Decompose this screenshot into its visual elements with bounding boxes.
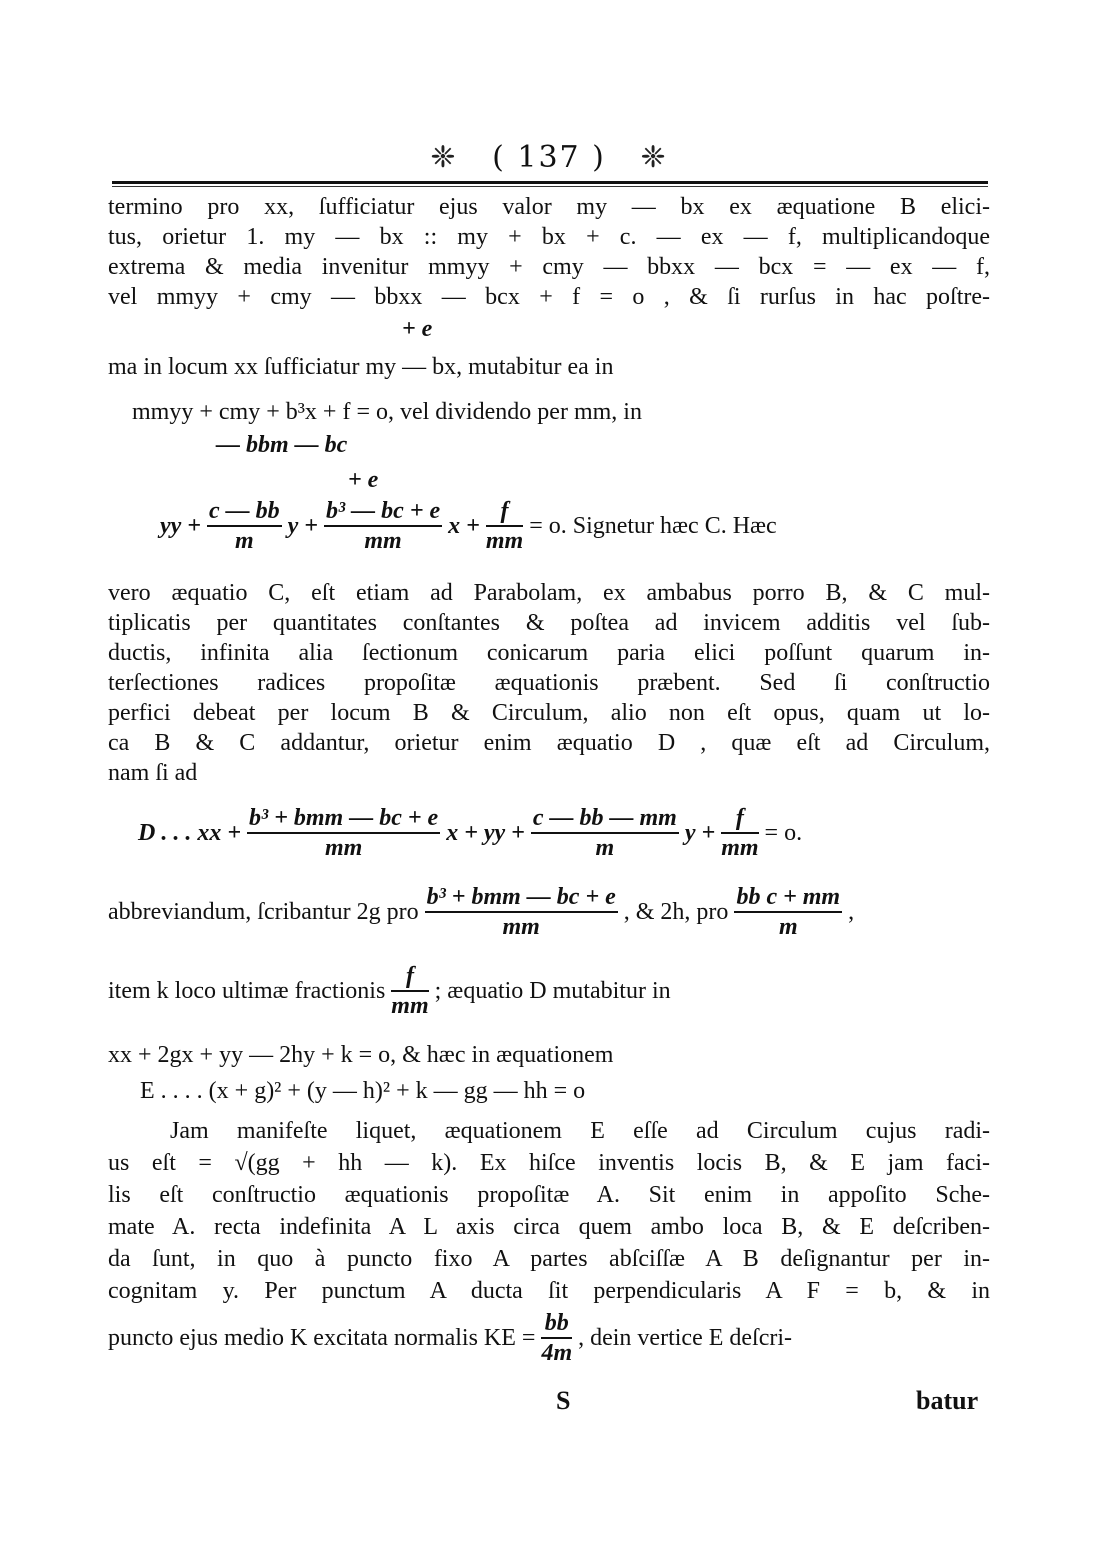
eqc-y: y + [287, 513, 318, 539]
text-line-3: extrema & media invenitur mmyy + cmy — bbxx — bcx = — ex — f, [108, 254, 990, 280]
abbr-mid: , & 2h, pro [623, 899, 729, 925]
abbr-lead: abbreviandum, ſcribantur 2g pro [108, 899, 419, 925]
text-line-4-sub: + e [402, 316, 433, 342]
eqc-yy: yy + [160, 513, 201, 539]
abbr-fraction-2 [734, 884, 842, 940]
eqd-tail: = o. [764, 820, 803, 846]
item-fraction-den: mm [391, 993, 429, 1019]
text-line-6-sub-2: + e [348, 467, 379, 493]
equation-d [138, 805, 990, 875]
last-fraction-den: 4m [541, 1340, 573, 1366]
eqd-fraction-3-den: mm [721, 835, 759, 861]
text-line-21: us eſt = √(gg + hh — k). Ex hiſce inventis locis B, & E jam faci- [108, 1150, 990, 1176]
eqd-lead: D . . . xx + [138, 820, 242, 846]
item-tail: ; æquatio D mutabitur in [434, 978, 671, 1004]
eqd-fraction-2 [531, 805, 679, 861]
text-line-6: mmyy + cmy + b³x + f = o, vel dividendo per mm, in [132, 399, 642, 425]
text-line-2: tus, orietur 1. my — bx :: my + bx + c. — ex — f, multiplicandoque [108, 224, 990, 250]
text-line-25: cognitam y. Per punctum A ducta ſit perpendicularis A F = b, & in [108, 1278, 990, 1304]
text-line-10: ductis, infinita alia ſectionum conicarum paria elici poſſunt quarum in- [108, 640, 990, 666]
text-line-18: xx + 2gx + yy — 2hy + k = o, & hæc in æquationem [108, 1042, 614, 1068]
eqc-tail: = o. Signetur hæc C. Hæc [529, 513, 777, 539]
item-fraction [391, 963, 428, 1019]
text-line-22: lis eſt conſtructio æquationis propoſitæ A. Sit enim in appoſito Sche- [108, 1182, 990, 1208]
text-line-5: ma in locum xx ſufficiatur my — bx, mutabitur ea in [108, 354, 614, 380]
equation-c [160, 498, 990, 568]
last-fraction-num: bb [544, 1310, 569, 1336]
eqc-fraction-2-den: mm [364, 528, 402, 554]
item-line [108, 963, 990, 1033]
eqd-x: x + yy + [446, 820, 525, 846]
last-lead: puncto ejus medio K excitata normalis KE = [108, 1325, 536, 1351]
text-line-20: Jam manifeſte liquet, æquationem E eſſe ad Circulum cujus radi- [170, 1118, 990, 1144]
last-tail: , dein vertice E deſcri- [578, 1325, 792, 1351]
text-line-13: ca B & C addantur, orietur enim æquatio D , quæ eſt ad Circulum, [108, 730, 990, 756]
text-line-9: tiplicatis per quantitates conſtantes & poſtea ad invicem additis vel ſub- [108, 610, 990, 636]
eqc-fraction-1-den: m [234, 528, 254, 554]
running-head [108, 140, 990, 180]
eqc-fraction-1-num: c — bb [208, 498, 280, 524]
eqc-fraction-3-den: mm [485, 528, 524, 554]
header-rule [112, 181, 988, 184]
catchword: batur [916, 1386, 979, 1415]
text-line-12: perfici debeat per locum B & Circulum, alio non eſt opus, quam ut lo- [108, 700, 990, 726]
ornament-right-icon: ❈ [640, 140, 668, 175]
text-line-8: vero æquatio C, eſt etiam ad Parabolam, ex ambabus porro B, & C mul- [108, 580, 990, 606]
abbreviation-line [108, 884, 990, 954]
eqd-fraction-3 [721, 805, 758, 861]
eqc-x: x + [448, 513, 480, 539]
text-line-14: nam ſi ad [108, 760, 198, 786]
ornament-left-icon: ❈ [430, 140, 458, 175]
equation-e: E . . . . (x + g)² + (y — h)² + k — gg — hh = o [140, 1078, 586, 1104]
text-line-24: da ſunt, in quo à puncto fixo A partes abſciſſæ A B deſignantur per in- [108, 1246, 990, 1272]
signature-mark: S [556, 1386, 571, 1415]
text-line-6-sub-1: — bbm — bc [216, 432, 348, 458]
eqd-y: y + [684, 820, 716, 846]
eqc-fraction-1 [207, 498, 282, 554]
eqd-fraction-2-num: c — bb — mm [532, 805, 677, 831]
eqd-fraction-1 [247, 805, 440, 861]
item-fraction-num: f [405, 963, 414, 989]
abbr-fraction-1-den: mm [502, 914, 540, 940]
eqd-fraction-3-num: f [735, 805, 744, 831]
eqc-fraction-2 [324, 498, 442, 554]
eqd-fraction-1-den: mm [324, 835, 363, 861]
last-line [108, 1310, 990, 1380]
abbr-fraction-1 [425, 884, 618, 940]
abbr-fraction-1-num: b³ + bmm — bc + e [426, 884, 616, 910]
header-rule-thin [112, 186, 988, 187]
text-line-4: vel mmyy + cmy — bbxx — bcx + f = o , & ſi rurſus in hac poſtre- [108, 284, 990, 310]
abbr-fraction-2-num: bb c + mm [736, 884, 841, 910]
last-fraction [541, 1310, 572, 1366]
item-lead: item k loco ultimæ fractionis [108, 978, 386, 1004]
eqc-fraction-2-num: b³ — bc + e [325, 498, 441, 524]
eqd-fraction-2-den: m [595, 835, 615, 861]
abbr-tail: , [848, 899, 855, 925]
text-line-11: terſectiones radices propoſitæ æquationis præbent. Sed ſi conſtructio [108, 670, 990, 696]
page-number: ( 137 ) [492, 140, 606, 175]
abbr-fraction-2-den: m [778, 914, 798, 940]
text-line-23: mate A. recta indefinita A L axis circa quem ambo loca B, & E deſcriben- [108, 1214, 990, 1240]
text-line-1: termino pro xx, ſufficiatur ejus valor my — bx ex æquatione B elici- [108, 194, 990, 220]
eqd-fraction-1-num: b³ + bmm — bc + e [249, 805, 439, 831]
eqc-fraction-3-num: f [500, 498, 509, 524]
eqc-fraction-3 [486, 498, 523, 554]
